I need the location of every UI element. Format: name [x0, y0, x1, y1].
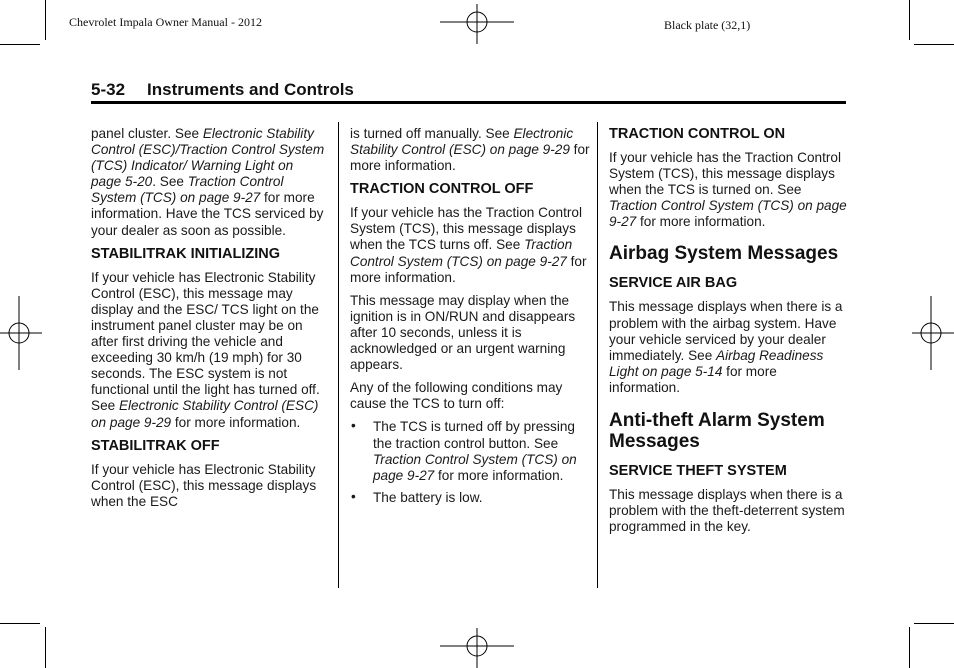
- body-text: for more information.: [636, 214, 766, 230]
- cross-reference: Electronic Stability Control (ESC) on page 9-29: [350, 126, 574, 158]
- body-text: for more information.: [350, 142, 590, 174]
- heading-anti-theft-alarm-system-messages: Anti-theft Alarm System Messages: [609, 410, 825, 453]
- subheading-service-air-bag: SERVICE AIR BAG: [609, 275, 738, 292]
- crop-mark: [914, 44, 954, 45]
- cross-reference: Traction Control System (TCS) on page 9-27: [91, 174, 284, 206]
- crop-mark: [909, 0, 910, 40]
- body-text: If your vehicle has Electronic Stability Control (ESC), this message may display and the ESC/ TCS light on the instrument panel cluster may be on after first driving the vehicle and exceeding 30 km/h (19 mph) for 30 seconds. The ESC system is not functional until the light has turned off. See: [91, 269, 320, 414]
- body-text: The battery is low.: [373, 489, 483, 505]
- subheading-service-theft-system: SERVICE THEFT SYSTEM: [609, 463, 787, 480]
- heading-airbag-system-messages: Airbag System Messages: [609, 243, 839, 265]
- subheading-traction-control-off: TRACTION CONTROL OFF: [350, 181, 534, 198]
- cross-reference: Traction Control System (TCS) on page 9-27: [609, 198, 847, 230]
- paragraph: [91, 126, 327, 239]
- crop-mark: [45, 627, 46, 668]
- registration-mark-left: [0, 296, 42, 370]
- paragraph: [91, 270, 327, 431]
- registration-mark-bottom: [440, 628, 514, 668]
- body-text: for more information.: [350, 253, 587, 285]
- section-heading: [91, 80, 354, 100]
- paragraph: Any of the following conditions may cause the TCS to turn off:: [350, 380, 563, 412]
- page-number: 5-32: [91, 80, 126, 99]
- paragraph: [350, 126, 590, 174]
- body-text: panel cluster. See: [91, 126, 203, 141]
- document-title: Chevrolet Impala Owner Manual - 2012: [69, 15, 262, 29]
- cross-reference: Airbag Readiness Light on page 5-14: [609, 347, 824, 379]
- section-title: Instruments and Controls: [147, 80, 354, 99]
- column-divider: [597, 122, 598, 588]
- column-1: [91, 126, 327, 517]
- crop-mark: [909, 627, 910, 668]
- column-3: [609, 126, 849, 542]
- bullet-icon: •: [351, 488, 356, 504]
- body-text: . See: [152, 174, 188, 190]
- body-text: This message displays when there is a problem with the airbag system. Have your vehicle serviced by your dealer immediately. See: [609, 299, 843, 363]
- paragraph: [609, 150, 849, 230]
- body-text: If your vehicle has the Traction Control System (TCS), this message displays when the TCS turns off. See: [350, 205, 582, 253]
- subheading-stabilitrak-initializing: STABILITRAK INITIALIZING: [91, 245, 281, 262]
- registration-mark-right: [912, 296, 954, 370]
- body-text: for more information.: [609, 363, 777, 395]
- body-text: is turned off manually. See: [350, 126, 514, 141]
- cross-reference: Electronic Stability Control (ESC)/Traction Control System (TCS) Indicator/ Warning Light on page 5-20: [91, 126, 325, 190]
- paragraph: This message may display when the ignition is in ON/RUN and disappears after 10 seconds, unless it is acknowledged or an urgent warning appears.: [350, 292, 576, 373]
- paragraph: This message displays when there is a problem with the theft-deterrent system programmed in the key.: [609, 487, 845, 535]
- list-item: [350, 490, 590, 506]
- crop-mark: [0, 623, 40, 624]
- body-text: for more information.: [171, 414, 301, 430]
- heading-rule: [91, 101, 846, 104]
- paragraph: [609, 299, 849, 396]
- column-divider: [338, 122, 339, 588]
- crop-mark: [45, 0, 46, 40]
- body-text: The TCS is turned off by pressing the traction control button. See: [373, 419, 575, 451]
- cross-reference: Traction Control System (TCS) on page 9-27: [373, 451, 577, 483]
- body-text: for more information. Have the TCS serviced by your dealer as soon as possible.: [91, 190, 324, 238]
- crop-mark: [914, 623, 954, 624]
- cross-reference: Electronic Stability Control (ESC) on page 9-29: [91, 398, 319, 430]
- list-item: [350, 419, 590, 483]
- cross-reference: Traction Control System (TCS) on page 9-27: [350, 237, 573, 269]
- bullet-icon: •: [351, 418, 356, 434]
- paragraph: [350, 205, 590, 285]
- registration-mark-top: [440, 4, 514, 44]
- body-text: If your vehicle has the Traction Control System (TCS), this message displays when the TCS is turned on. See: [609, 150, 841, 198]
- column-2: [350, 126, 590, 512]
- subheading-traction-control-on: TRACTION CONTROL ON: [609, 126, 786, 142]
- crop-mark: [0, 44, 40, 45]
- body-text: for more information.: [434, 467, 564, 483]
- paragraph: If your vehicle has Electronic Stability Control (ESC), this message displays when the ESC: [91, 461, 317, 509]
- subheading-stabilitrak-off: STABILITRAK OFF: [91, 437, 220, 454]
- plate-label: Black plate (32,1): [664, 18, 751, 32]
